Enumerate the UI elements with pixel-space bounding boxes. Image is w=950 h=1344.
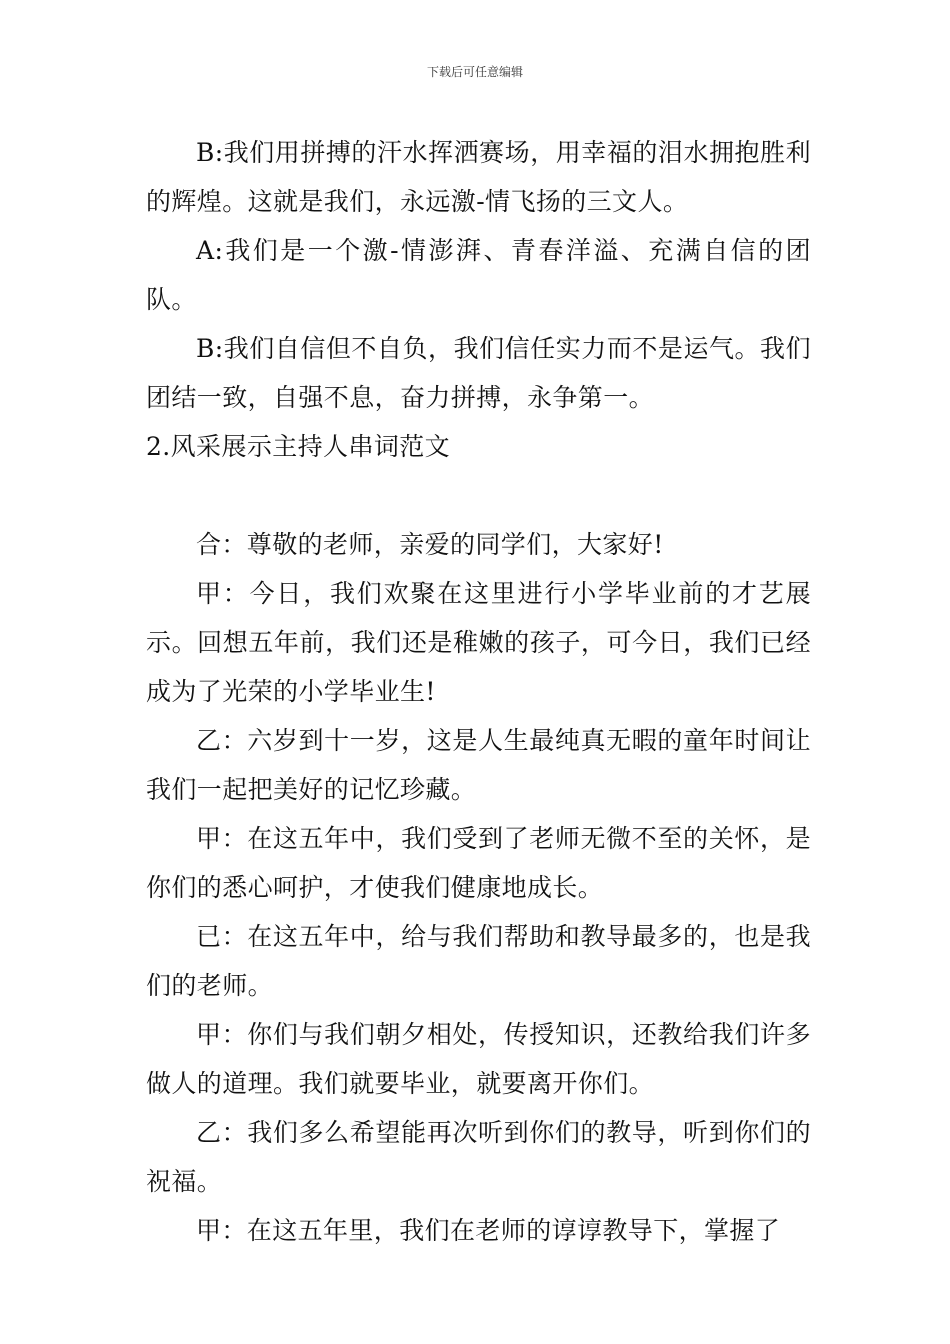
section-title: 2.风采展示主持人串词范文	[146, 432, 451, 461]
paragraph: A:我们是一个激-情澎湃、青春洋溢、充满自信的团队。	[146, 236, 811, 314]
paragraph: B:我们用拼搏的汗水挥洒赛场，用幸福的泪水拥抱胜利的辉煌。这就是我们，永远激-情飞扬的三文人。	[146, 138, 811, 216]
paragraph: 甲：你们与我们朝夕相处，传授知识，还教给我们许多做人的道理。我们就要毕业，就要离开你们。	[146, 1020, 811, 1098]
paragraph: B:我们自信但不自负，我们信任实力而不是运气。我们团结一致，自强不息，奋力拼搏，永争第一。	[146, 334, 811, 412]
paragraph: 已：在这五年中，给与我们帮助和教导最多的，也是我们的老师。	[146, 922, 811, 1000]
paragraph: 合：尊敬的老师，亲爱的同学们，大家好!	[196, 530, 664, 559]
blank-line	[146, 471, 811, 520]
page-header-note: 下载后可任意编辑	[426, 65, 523, 79]
paragraph: 乙：六岁到十一岁，这是人生最纯真无暇的童年时间让我们一起把美好的记忆珍藏。	[146, 726, 811, 804]
document-body	[146, 128, 811, 1255]
paragraph: 甲：今日，我们欢聚在这里进行小学毕业前的才艺展示。回想五年前，我们还是稚嫩的孩子，可今日，我们已经成为了光荣的小学毕业生!	[146, 579, 811, 706]
paragraph: 乙：我们多么希望能再次听到你们的教导，听到你们的祝福。	[146, 1118, 811, 1196]
paragraph: 甲：在这五年里，我们在老师的谆谆教导下，掌握了	[196, 1216, 781, 1245]
paragraph: 甲：在这五年中，我们受到了老师无微不至的关怀，是你们的悉心呵护，才使我们健康地成长。	[146, 824, 811, 902]
